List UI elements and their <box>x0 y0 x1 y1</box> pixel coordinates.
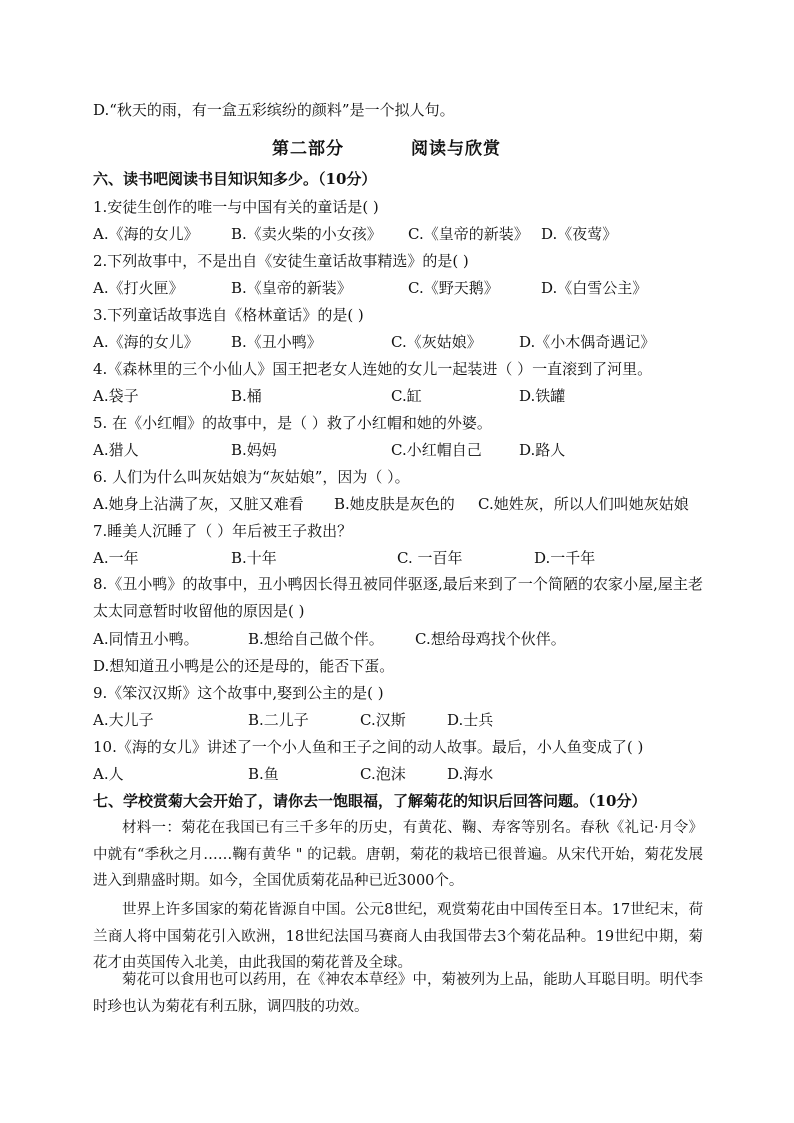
q1-option-c: C.《皇帝的新装》 <box>408 225 529 243</box>
question-1: 1.安徒生创作的唯一与中国有关的童话是( ) <box>93 198 379 216</box>
q7-option-d: D.一千年 <box>534 549 596 567</box>
q4-option-a: A.袋子 <box>93 387 139 405</box>
material-1-paragraph-2: 世界上许多国家的菊花皆源自中国。公元8世纪，观赏菊花由中国传至日本。17世纪末，荷兰商人将中国菊花引入欧洲，18世纪法国马赛商人由我国带去3个菊花品种。19世纪中期，菊花才由英国传入北美，由此我国的菊花普及全球。 <box>93 902 703 971</box>
q3-option-c: C.《灰姑娘》 <box>391 333 482 351</box>
q8-option-b: B.想给自己做个伴。 <box>248 630 384 648</box>
question-3: 3.下列童话故事选自《格林童话》的是( ) <box>93 306 364 324</box>
q6-option-c: C.她姓灰，所以人们叫她灰姑娘 <box>478 495 689 513</box>
q4-option-d: D.铁罐 <box>519 387 566 405</box>
question-7: 7.睡美人沉睡了（ ）年后被王子救出？ <box>93 522 353 540</box>
q4-option-c: C.缸 <box>391 387 422 405</box>
q3-option-b: B.《丑小鸭》 <box>231 333 322 351</box>
part-title-name: 阅读与欣赏 <box>411 139 501 159</box>
material-1-paragraph-1: 材料一：菊花在我国已有三千多年的历史，有黄花、鞠、寿客等别名。春秋《礼记·月令》中就有“季秋之月……鞠有黄华 " 的记载。唐朝，菊花的栽培已很普遍。从宋代开始，菊花发展进入到鼎盛时期。如今，全国优质菊花品种已近3000个。 <box>93 820 703 889</box>
section-6-title: 六、读书吧阅读书目知识知多少。（10分） <box>93 170 377 188</box>
question-8: 8.《丑小鸭》的故事中，丑小鸭因长得丑被同伴驱逐,最后来到了一个简陋的农家小屋,屋主老太太同意暂时收留他的原因是( ) <box>93 575 703 620</box>
q3-option-d: D.《小木偶奇遇记》 <box>519 333 656 351</box>
q9-option-b: B.二儿子 <box>248 711 309 729</box>
q5-option-b: B.妈妈 <box>231 441 277 459</box>
q6-option-b: B.她皮肤是灰色的 <box>334 495 455 513</box>
q8-option-a: A.同情丑小鸭。 <box>93 630 199 648</box>
material-1-paragraph-3: 菊花可以食用也可以药用，在《神农本草经》中，菊被列为上品，能助人耳聪目明。明代李时珍也认为菊花有利五脉，调四肢的功效。 <box>93 972 703 1015</box>
q9-option-c: C.汉斯 <box>360 711 406 729</box>
question-9: 9.《笨汉汉斯》这个故事中,娶到公主的是( ) <box>93 684 384 702</box>
q2-option-b: B.《皇帝的新装》 <box>231 279 352 297</box>
q2-option-a: A.《打火匣》 <box>93 279 184 297</box>
question-6: 6. 人们为什么叫灰姑娘为“灰姑娘”，因为（ ）。 <box>93 468 410 486</box>
option-d-text: D.“秋天的雨，有一盒五彩缤纷的颜料”是一个拟人句。 <box>93 101 455 119</box>
q6-option-a: A.她身上沾满了灰，又脏又难看 <box>93 495 304 513</box>
question-4: 4.《森林里的三个小仙人》国王把老女人连她的女儿一起装进（ ）一直滚到了河里。 <box>93 360 653 378</box>
q5-option-c: C.小红帽自己 <box>391 441 482 459</box>
q3-option-a: A.《海的女儿》 <box>93 333 199 351</box>
part-title-number: 第二部分 <box>272 139 344 159</box>
q10-option-c: C.泡沫 <box>360 765 406 783</box>
q10-option-d: D.海水 <box>447 765 494 783</box>
q10-option-b: B.鱼 <box>248 765 279 783</box>
q9-option-d: D.士兵 <box>447 711 494 729</box>
q8-option-c: C.想给母鸡找个伙伴。 <box>415 630 566 648</box>
q7-option-b: B.十年 <box>231 549 277 567</box>
q5-option-d: D.路人 <box>519 441 566 459</box>
q1-option-d: D.《夜莺》 <box>541 225 618 243</box>
q9-option-a: A.大儿子 <box>93 711 154 729</box>
question-10: 10.《海的女儿》讲述了一个小人鱼和王子之间的动人故事。最后，小人鱼变成了( ) <box>93 738 644 756</box>
question-5: 5. 在《小红帽》的故事中，是（ ）救了小红帽和她的外婆。 <box>93 414 492 432</box>
q2-option-c: C.《野天鹅》 <box>408 279 499 297</box>
q10-option-a: A.人 <box>93 765 124 783</box>
q5-option-a: A.猎人 <box>93 441 139 459</box>
question-2: 2.下列故事中，不是出自《安徒生童话故事精选》的是( ) <box>93 252 469 270</box>
q7-option-a: A.一年 <box>93 549 139 567</box>
section-7-title: 七、学校赏菊大会开始了，请你去一饱眼福，了解菊花的知识后回答问题。（10分） <box>93 792 647 810</box>
q1-option-b: B.《卖火柴的小女孩》 <box>231 225 382 243</box>
q2-option-d: D.《白雪公主》 <box>541 279 648 297</box>
q7-option-c: C. 一百年 <box>397 549 463 567</box>
q8-option-d: D.想知道丑小鸭是公的还是母的，能否下蛋。 <box>93 657 395 675</box>
q4-option-b: B.桶 <box>231 387 262 405</box>
q1-option-a: A.《海的女儿》 <box>93 225 199 243</box>
